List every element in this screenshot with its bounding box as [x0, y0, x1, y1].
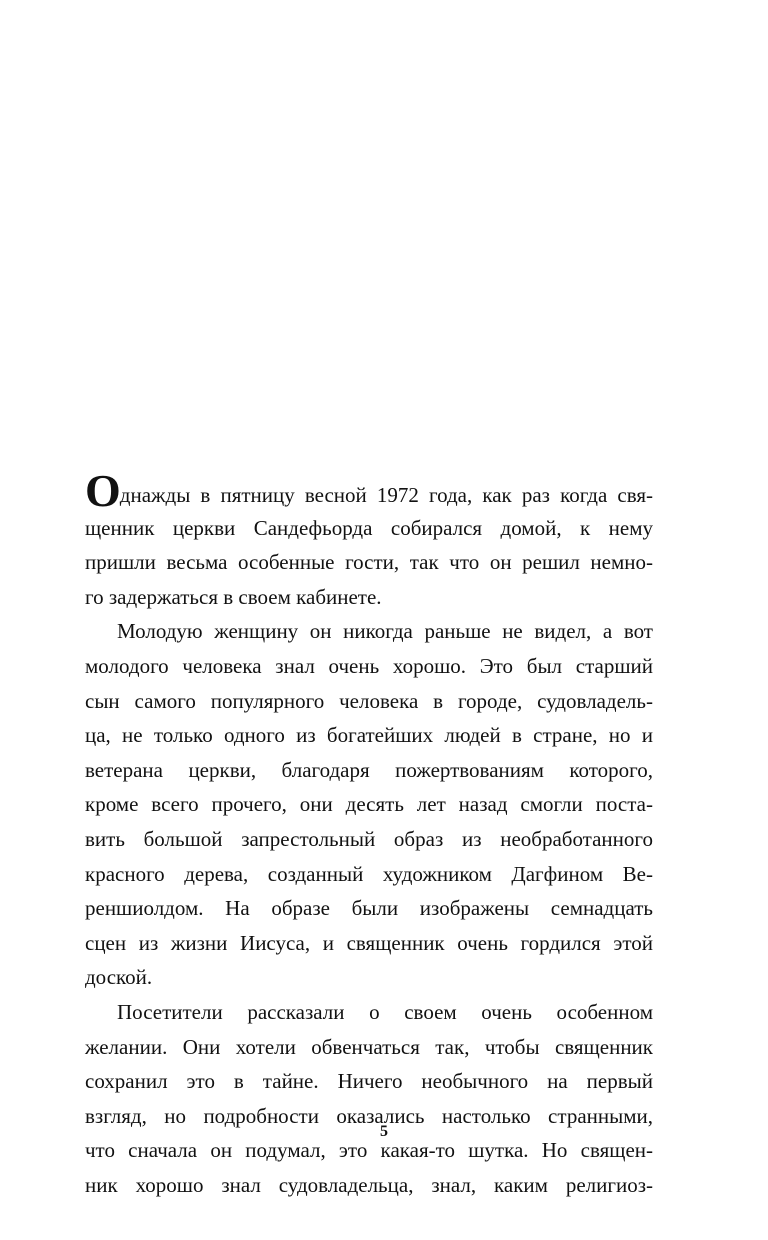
text-line: молодого человека знал очень хорошо. Это был старший	[85, 653, 653, 678]
text-line: Молодую женщину он никогда раньше не видел, а вот	[117, 619, 653, 644]
text-line: сохранил это в тайне. Ничего необычного на первый	[85, 1069, 653, 1094]
drop-cap: О	[85, 465, 120, 516]
text-line: щенник церкви Сандефьорда собирался домой, к нему	[85, 515, 653, 540]
text-line: ветерана церкви, благодаря пожертвованиям которого,	[85, 757, 653, 782]
text-line: ца, не только одного из богатейших людей в стране, но и	[85, 723, 653, 748]
paragraph-3	[85, 995, 653, 1203]
body-text	[85, 465, 653, 1202]
text-line: красного дерева, созданный художником Дагфином Ве-	[85, 861, 653, 886]
text-line: пришли весьма особенные гости, так что он решил немно-	[85, 550, 653, 575]
text-line: Посетители рассказали о своем очень особенном	[117, 999, 653, 1024]
text-line: вить большой запрестольный образ из необработанного	[85, 826, 653, 851]
text-line: доской.	[85, 965, 153, 990]
text-line: го задержаться в своем кабинете.	[85, 584, 382, 609]
paragraph-1	[85, 465, 653, 614]
paragraph-2	[85, 614, 653, 995]
text-line: кроме всего прочего, они десять лет назад смогли поста-	[85, 792, 653, 817]
page-number: 5	[380, 1123, 388, 1140]
text-line: Однажды в пятницу весной 1972 года, как раз когда свя-	[85, 465, 653, 516]
text-line: сцен из жизни Иисуса, и священник очень гордился этой	[85, 930, 653, 955]
text-line: ник хорошо знал судовладельца, знал, каким религиоз-	[85, 1172, 653, 1197]
text-line: желании. Они хотели обвенчаться так, чтобы священник	[85, 1034, 653, 1059]
text-line: взгляд, но подробности оказались настолько странными,	[85, 1103, 653, 1128]
text-line: что сначала он подумал, это какая-то шутка. Но священ-	[85, 1138, 653, 1163]
text-line: сын самого популярного человека в городе, судовладель-	[85, 688, 653, 713]
text-line: реншиолдом. На образе были изображены семнадцать	[85, 896, 653, 921]
